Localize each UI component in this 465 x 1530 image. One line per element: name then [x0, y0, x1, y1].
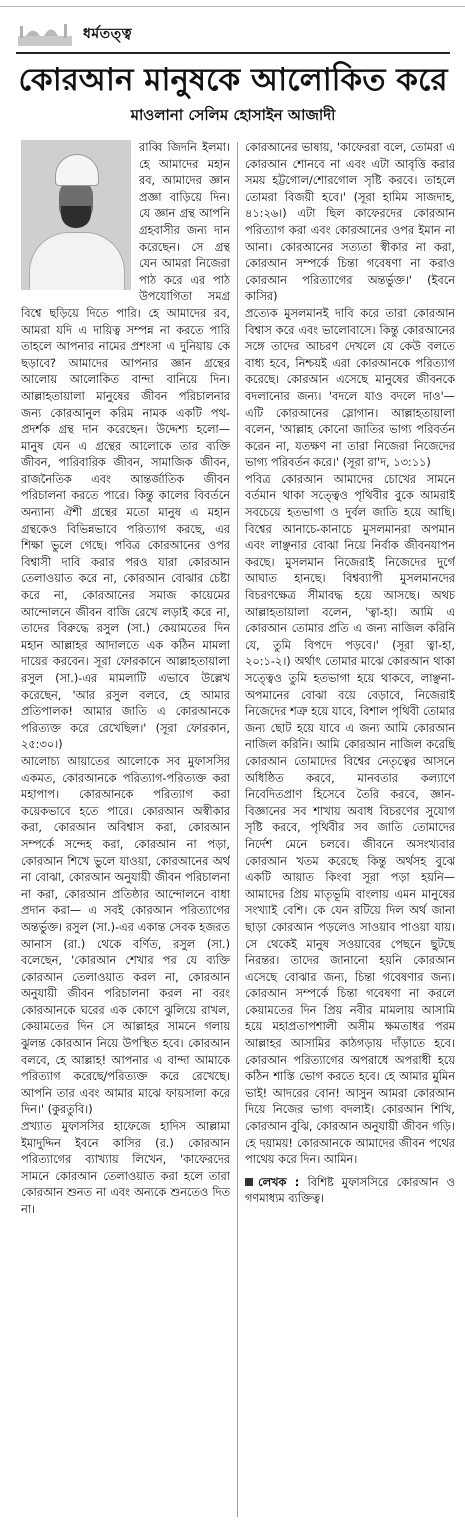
- paragraph: প্রখ্যাত মুফাসসির হাফেজে হাদিস আল্লামা ইমাদুদ্দিন ইবনে কাসির (র.) কোরআন পরিত্যাগের ব্যাখ্যায় লিখেন, 'কাফেরদের সামনে কোরআন তেলাওয়াত করা হলে তারা কোরআন শুনত না এবং অন্যকে শুনতেও দিত না।: [21, 1120, 230, 1216]
- header-rule: [16, 52, 450, 54]
- square-bullet-icon: [245, 1178, 253, 1186]
- paragraph: কোরআনের ভাষায়, 'কাফেররা বলে, তোমরা এ কোরআন শোনবে না এবং এটা আবৃত্তি করার সময় হট্টগোল/শোরগোল সৃষ্টি করবে। তাহলে তোমরা বিজয়ী হবে।' (সূরা হামিম সাজদাহ, ৪১:২৬।) এটা ছিল কাফেরদের কোরআন পরিত্যাগ করা এবং কোরআনের ওপর ইমান না আনা। কোরআনের সত্যতা স্বীকার না করা, কোরআন সম্পর্কে চিন্তা গবেষণা না করাও কোরআন পরিত্যাগের অন্তর্ভুক্ত।' (ইবনে কাসির): [245, 141, 455, 304]
- author-description: বিশিষ্ট মুফাসসিরে কোরআন ও গণমাধ্যম ব্যক্তিত্ব।: [245, 1175, 455, 1206]
- paragraph: আলোচ্য আয়াতের আলোকে সব মুফাসসির একমত, কোরআনকে পরিত্যাগ-পরিত্যক্ত করা মহাপাপ। কোরআনকে পরিত্যাগ করা কয়েকভাবে হতে পারে। কোরআন অস্বীকার করা, কোরআন অবিশ্বাস করা, কোরআন সম্পর্কে সন্দেহ করা, কোরআন না পড়া, কোরআন শিখে ভুলে যাওয়া, কোরআনের অর্থ না বোঝা, কোরআন অনুযায়ী জীবন পরিচালনা না করা, কোরআন প্রতিষ্ঠার আন্দোলনে বাধা প্রদান করা— এ সবই কোরআন পরিত্যাগের অন্তর্ভুক্ত। রসুল (সা.)-এর একান্ত সেবক হজরত আনাস (রা.) থেকে বর্ণিত, রসুল (সা.) বলেছেন, 'কোরআন শেখার পর যে ব্যক্তি কোরআন তেলাওয়াত করল না, কোরআন অনুযায়ী জীবন পরিচালনা করল না বরং কোরআনকে ঘরের এক কোণে ঝুলিয়ে রাখল, কেয়ামতের দিন সে আল্লাহর সামনে গলায় ঝুলন্ত কোরআন নিয়ে উপস্থিত হবে। কোরআন বলবে, হে আল্লাহ! আপনার এ বান্দা আমাকে পরিত্যাগ করেছে/পরিত্যক্ত করে রেখেছে। আপনি তার এবং আমার মাঝে ফায়সালা করে দিন।' (কুরতুবি।): [21, 754, 230, 1117]
- mosque-icon: [16, 22, 74, 46]
- paragraph: পবিত্র কোরআন আমাদের চোখের সামনে বর্তমান থাকা সত্ত্বেও পৃথিবীর বুকে আমরাই সবচেয়ে হতভাগা ও দুর্বল জাতি হয়ে আছি। বিশ্বের আনাচে-কানাচে মুসলমানরা অপমান এবং লাঞ্ছনার বোঝা নিয়ে নির্বাক জীবনযাপন করছে। মুসলমান নিজেরাই নিজেদের দুর্গে আঘাত হানছে। বিশ্বব্যাপী মুসলমানদের বিচরণক্ষেত্র সীমাবদ্ধ হয়ে আসছে। অথচ আল্লাহতায়ালা বলেন, 'ত্বা-হা। আমি এ কোরআন তোমার প্রতি এ জন্য নাজিল করিনি যে, তুমি বিপদে পড়বে।' (সূরা ত্বা-হা, ২০:১-২।) অর্থাৎ তোমার মাঝে কোরআন থাকা সত্ত্বেও তুমি হতভাগা হয়ে থাকবে, লাঞ্ছনা-অপমানের বোঝা বয়ে বেড়াবে, নিজেরাই নিজেদের শত্রু হয়ে যাবে, বিশাল পৃথিবী তোমার জন্য ছোট হয়ে যাবে এ জন্য আমি কোরআন নাজিল করিনি। আমি কোরআন নাজিল করেছি কোরআন তোমাদের বিশ্বের নেতৃত্বের আসনে অধিষ্ঠিত করবে, মানবতার কল্যাণে নিবেদিতপ্রাণ হিসেবে তৈরি করবে, জ্ঞান-বিজ্ঞানের সব শাখায় অবাধ বিচরণের সুযোগ সৃষ্টি করবে, পৃথিবীর সব জাতি তোমাদের নির্দেশ মেনে চলবে। জীবনে অসংখ্যবার কোরআন খতম করেছে কিন্তু অর্থসহ বুঝে একটি আয়াত কিংবা সূরা পড়া হয়নি— আমাদের প্রিয় মাতৃভূমি বাংলায় এমন মানুষের সংখ্যাই বেশি। কে যেন রটিয়ে দিল অর্থ জানা ছাড়া কোরআন পড়লেও সাওয়াব পাওয়া যায়। সে থেকেই মানুষ সওয়াবের পেছনে ছুটছে নিরন্তর। তাদের জানানো হয়নি কোরআন এসেছে বোঝার জন্য, চিন্তা গবেষণার জন্য। কোরআন সম্পর্কে চিন্তা গবেষণা না করলে কেয়ামতের দিন প্রিয় নবীর মামলায় আসামি হয়ে মহাপ্রতাপশালী অসীম ক্ষমতাধর পরম আল্লাহর আসামির কাঠগড়ায় দাঁড়াতে হবে। কোরআন পরিত্যাগের অপরাধে অপরাধী হয়ে কঠিন শাস্তি ভোগ করতে হবে। হে আমার মুমিন ভাই! আদরের বোন! আসুন আমরা কোরআন দিয়ে নিজের ভাগ্য বদলাই। কোরআন শিখি, কোরআন বুঝি, কোরআন অনুযায়ী জীবন গড়ি। হে দয়াময়! কোরআনকে আমাদের জীবন পথের পাথেয় করে দিন। আমিন।: [245, 472, 455, 1167]
- author-label: লেখক :: [258, 1175, 300, 1189]
- article-byline: মাওলানা সেলিম হোসাইন আজাদী: [130, 106, 336, 124]
- paragraph: রাব্বি জিদনি ইলমা। হে আমাদের মহান রব, আমাদের জ্ঞান প্রজ্ঞা বাড়িয়ে দিন। যে জ্ঞান গ্রন্থ আপনি গ্রহবাসীর জন্য দান করেছেন। সে গ্রন্থ যেন আমরা নিজেরা পাঠ করে এর পাঠ উপযোগিতা সমগ্র বিশ্বে ছড়িয়ে দিতে পারি। হে আমাদের রব, আমরা যদি এ দায়িত্ব সম্পন্ন না করতে পারি তাহলে আপনার নামের প্রশংসা এ দুনিয়ায় কে ছড়াবে? আমাদের আপনার জ্ঞান গ্রন্থের আলোয় আলোকিত বান্দা বানিয়ে দিন। আল্লাহতায়ালা মানুষের জীবন পরিচালনার জন্য কোরআনুল করিম নামক একটি পথ-প্রদর্শক গ্রন্থ দান করেছেন। উদ্দেশ্য হলো— মানুষ যেন এ গ্রন্থের আলোকে তার ব্যক্তি জীবন, পারিবারিক জীবন, সামাজিক জীবন, রাজনৈতিক এবং আন্তর্জাতিক জীবন পরিচালনা করতে পারে। কিন্তু কালের বিবর্তনে অন্যান্য ঐশী গ্রন্থের মতো মানুষ এ মহান গ্রন্থকেও বিভিন্নভাবে পরিত্যাগ করছে, এর শিক্ষা ভুলে গেছে। পবিত্র কোরআনের ওপর বিশ্বাসী দাবি করার পরও যারা কোরআন তেলাওয়াত করে না, কোরআন বোঝার চেষ্টা করে না, কোরআনের সমাজ কায়েমের আন্দোলনে জীবন বাজি রেখে লড়াই করে না, তাদের বিরুদ্ধে রসুল (সা.) কেয়ামতের দিন মহান আল্লাহর আদালতে এক কঠিন মামলা দায়ের করবেন। সূরা ফোরকানে আল্লাহতায়ালা রসুল (সা.)-এর মামলাটি এভাবে উল্লেখ করেছেন, 'আর রসুল বলবে, হে আমার প্রতিপালক! আমার জাতি এ কোরআনকে পরিত্যক্ত করে রেখেছিল।' (সূরা ফোরকান, ২৫:৩০।): [21, 141, 230, 752]
- column-divider: [237, 142, 238, 1517]
- author-note: [245, 1175, 455, 1208]
- article-headline: কোরআন মানুষকে আলোকিত করে: [18, 62, 448, 98]
- author-photo: [21, 140, 131, 290]
- section-title: ধর্মতত্ত্ব: [83, 26, 133, 42]
- article-column-1: [21, 140, 230, 1520]
- article-column-2: [245, 140, 455, 1520]
- top-border: [0, 0, 465, 7]
- paragraph: প্রত্যেক মুসলমানই দাবি করে তারা কোরআন বিশ্বাস করে এবং ভালোবাসে। কিন্তু কোরআনের সঙ্গে তাদের আচরণ দেখলে যে কেউ বলতে বাধ্য হবে, নিশ্চয়ই এরা কোরআনকে পরিত্যাগ করেছে। কোরআন এসেছে মানুষের জীবনকে বদলানোর জন্য। 'বদলে যাও বদলে দাও'— এটি কোরআনের স্লোগান। আল্লাহতায়ালা বলেন, 'আল্লাহ কোনো জাতির ভাগ্য পরিবর্তন করেন না, যতক্ষণ না তারা নিজেরা নিজেদের ভাগ্য পরিবর্তন করে।' (সূরা রা'দ, ১৩:১১): [245, 306, 455, 470]
